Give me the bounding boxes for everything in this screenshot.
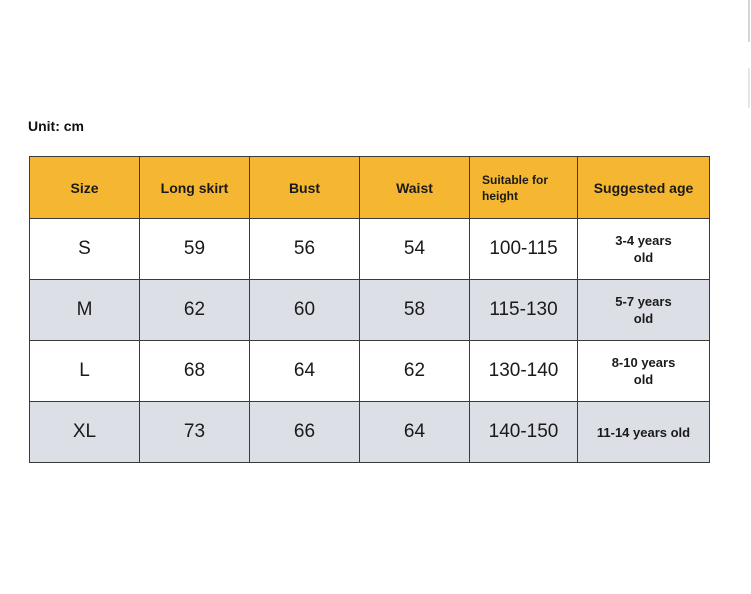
cell-long-skirt: 73 (140, 402, 250, 463)
cell-height: 115-130 (470, 280, 578, 341)
cell-age (578, 341, 710, 402)
cell-long-skirt: 62 (140, 280, 250, 341)
cell-age (578, 402, 710, 463)
table-row (30, 341, 710, 402)
window-edge (748, 68, 750, 108)
header-bust: Bust (250, 157, 360, 219)
cell-height: 140-150 (470, 402, 578, 463)
age-text: 3-4 years old (615, 233, 672, 265)
window-edge (748, 0, 750, 42)
cell-height: 130-140 (470, 341, 578, 402)
header-long-skirt: Long skirt (140, 157, 250, 219)
cell-long-skirt: 59 (140, 219, 250, 280)
cell-size: L (30, 341, 140, 402)
cell-long-skirt: 68 (140, 341, 250, 402)
table-row (30, 280, 710, 341)
age-text: 5-7 years old (615, 294, 672, 326)
header-suggested-age: Suggested age (578, 157, 710, 219)
cell-height: 100-115 (470, 219, 578, 280)
cell-waist: 54 (360, 219, 470, 280)
table-row (30, 402, 710, 463)
table-row (30, 219, 710, 280)
cell-bust: 66 (250, 402, 360, 463)
header-size: Size (30, 157, 140, 219)
cell-size: M (30, 280, 140, 341)
cell-waist: 62 (360, 341, 470, 402)
cell-waist: 64 (360, 402, 470, 463)
cell-size: XL (30, 402, 140, 463)
unit-label: Unit: cm (28, 118, 84, 134)
header-waist: Waist (360, 157, 470, 219)
cell-age (578, 219, 710, 280)
size-chart-table (29, 156, 710, 463)
cell-bust: 64 (250, 341, 360, 402)
cell-bust: 56 (250, 219, 360, 280)
table-header-row (30, 157, 710, 219)
cell-age (578, 280, 710, 341)
age-text: 8-10 years old (611, 355, 676, 387)
cell-waist: 58 (360, 280, 470, 341)
age-text: 11-14 years old (596, 424, 691, 440)
cell-size: S (30, 219, 140, 280)
header-suitable-height: Suitable for height (470, 157, 578, 219)
cell-bust: 60 (250, 280, 360, 341)
